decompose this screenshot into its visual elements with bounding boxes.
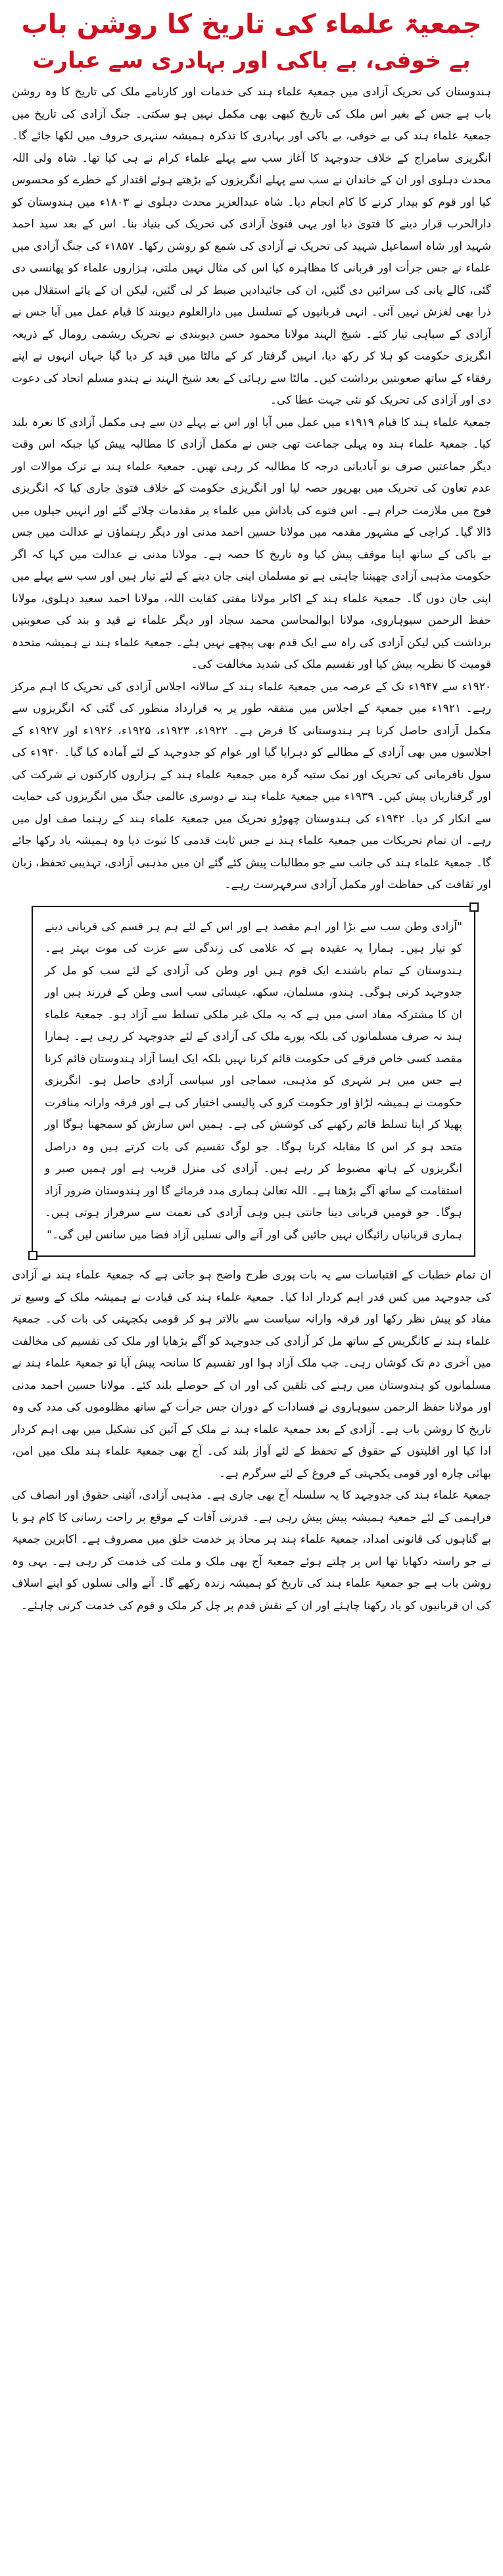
- article-title: جمعیۃ علماء کی تاریخ کا روشن باب: [21, 9, 482, 39]
- closing-section: [12, 1265, 491, 1617]
- article-paragraph: ہندوستان کی تحریک آزادی میں جمعیۃ علماء ہند کی خدمات اور کارنامے ملک کی تاریخ کا وہ روشن باب ہے جس کے بغیر اس ملک کی تاریخ کبھی بھی مکمل نہیں ہو سکتی۔ جنگ آزادی کی تاریخ میں جمعیۃ علماء ہند کی بے خوفی، بے باکی اور بہادری کا تذکرہ ہمیشہ سنہری حروف میں لکھا جائے گا۔ انگریزی سامراج کے خلاف جدوجہد کا آغاز سب سے پہلے علماء کرام نے ہی کیا تھا۔ شاہ ولی اللہ محدث دہلوی اور ان کے خاندان نے سب سے پہلے انگریزوں کے بڑھتے ہوئے اقتدار کے خطرے کو محسوس کیا اور قوم کو بیدار کرنے کا کام انجام دیا۔ شاہ عبدالعزیز محدث دہلوی نے ۱۸۰۳ء میں ہندوستان کو دارالحرب قرار دینے کا فتویٰ دیا اور یہی فتویٰ آزادی کی تحریک کی بنیاد بنا۔ اس کے بعد سید احمد شہید اور شاہ اسماعیل شہید کی تحریک نے آزادی کی شمع کو روشن رکھا۔ ۱۸۵۷ء کی جنگ آزادی میں علماء نے جس جرأت اور قربانی کا مظاہرہ کیا اس کی مثال نہیں ملتی، ہزاروں علماء کو پھانسی دی گئی، کالے پانی کی سزائیں دی گئیں، ان کی جائیدادیں ضبط کر لی گئیں، لیکن ان کے پائے استقلال میں ذرا بھی لغزش نہیں آئی۔ انہی قربانیوں کے تسلسل میں دارالعلوم دیوبند کا قیام عمل میں آیا جس نے آزادی کے سپاہی تیار کئے۔ شیخ الہند مولانا محمود حسن دیوبندی نے تحریک ریشمی رومال کے ذریعہ انگریزی حکومت کو ہلا کر رکھ دیا، انہیں گرفتار کر کے مالٹا میں قید کر دیا گیا جہاں انہوں نے اپنے رفقاء کے ساتھ صعوبتیں برداشت کیں۔ مالٹا سے رہائی کے بعد شیخ الہند نے ہندو مسلم اتحاد کی دعوت دی اور آزادی کی تحریک کو نئی جہت عطا کی۔: [12, 85, 492, 407]
- article-paragraph: جمعیۃ علماء ہند کی جدوجہد کا یہ سلسلہ آج بھی جاری ہے۔ مذہبی آزادی، آئینی حقوق اور انصاف کی فراہمی کے لئے جمعیۃ ہمیشہ پیش پیش رہی ہے۔ قدرتی آفات کے موقع پر راحت رسانی کا کام ہو یا بے گناہوں کی قانونی امداد، جمعیۃ علماء ہند ہر محاذ پر خدمت خلق میں مصروف ہے۔ اکابرین جمعیۃ نے جو راستہ دکھایا تھا اس پر چلتے ہوئے جمعیۃ آج بھی ملک و ملت کی خدمت کر رہی ہے۔ یہی وہ روشن باب ہے جو جمعیۃ علماء ہند کی تاریخ کو ہمیشہ زندہ رکھے گا۔ آنے والی نسلوں کو اپنے اسلاف کی ان قربانیوں کو یاد رکھنا چاہئے اور ان کے نقش قدم پر چل کر ملک و قوم کی خدمت کرنی چاہئے۔: [12, 1489, 491, 1612]
- article-paragraph: ان تمام خطبات کے اقتباسات سے یہ بات پوری طرح واضح ہو جاتی ہے کہ جمعیۃ علماء ہند نے آزادی کی جدوجہد میں کس قدر اہم کردار ادا کیا۔ جمعیۃ علماء ہند کی قیادت نے ہمیشہ ملک کے وسیع تر مفاد کو پیش نظر رکھا اور فرقہ وارانہ سیاست سے بالاتر ہو کر قومی یکجہتی کی بات کی۔ جمعیۃ علماء ہند نے کانگریس کے ساتھ مل کر آزادی کی جدوجہد کو آگے بڑھایا اور ملک کی تقسیم کی مخالفت میں آخری دم تک کوشاں رہی۔ جب ملک آزاد ہوا اور تقسیم کا سانحہ پیش آیا تو جمعیۃ علماء ہند نے مسلمانوں کو ہندوستان میں رہنے کی تلقین کی اور ان کے حوصلے بلند کئے۔ مولانا حسین احمد مدنی اور مولانا حفظ الرحمن سیوہاروی نے فسادات کے دوران جس جرأت کے ساتھ مظلوموں کی مدد کی وہ تاریخ کا روشن باب ہے۔ آزادی کے بعد جمعیۃ علماء ہند نے ملک کے آئین کی تشکیل میں بھی اہم کردار ادا کیا اور اقلیتوں کے حقوق کے تحفظ کے لئے آواز بلند کی۔ آج بھی جمعیۃ علماء ہند ملک میں امن، بھائی چارہ اور قومی یکجہتی کے فروغ کے لئے سرگرم ہے۔: [12, 1269, 491, 1480]
- quoted-speech-box: "آزادی وطن سب سے بڑا اور اہم مقصد ہے اور اس کے لئے ہم ہر قسم کی قربانی دینے کو تیار ہیں۔ ہمارا یہ عقیدہ ہے کہ غلامی کی زندگی سے عزت کی موت بہتر ہے۔ ہندوستان کے تمام باشندے ایک قوم ہیں اور وطن کی آزادی کے لئے سب کو مل کر جدوجہد کرنی ہوگی۔ ہندو، مسلمان، سکھ، عیسائی سب اسی وطن کے فرزند ہیں اور ان کا مشترکہ مفاد اسی میں ہے کہ یہ ملک غیر ملکی تسلط سے آزاد ہو۔ جمعیۃ علماء ہند نہ صرف مسلمانوں کی بلکہ پورے ملک کی آزادی کے لئے جدوجہد کر رہی ہے۔ ہمارا مقصد کسی خاص فرقے کی حکومت قائم کرنا نہیں بلکہ ایک ایسا آزاد ہندوستان قائم کرنا ہے جس میں ہر شہری کو مذہبی، سماجی اور سیاسی آزادی حاصل ہو۔ انگریزی حکومت نے ہمیشہ لڑاؤ اور حکومت کرو کی پالیسی اختیار کی ہے اور فرقہ وارانہ منافرت پھیلا کر اپنا تسلط قائم رکھنے کی کوشش کی ہے۔ ہمیں اس سازش کو سمجھنا ہوگا اور متحد ہو کر اس کا مقابلہ کرنا ہوگا۔ جو لوگ تقسیم کی بات کرتے ہیں وہ دراصل انگریزوں کے ہاتھ مضبوط کر رہے ہیں۔ آزادی کی منزل قریب ہے اور ہمیں صبر و استقامت کے ساتھ آگے بڑھنا ہے۔ اللہ تعالیٰ ہماری مدد فرمائے گا اور ہندوستان ضرور آزاد ہوگا۔ جو قومیں قربانی دینا جانتی ہیں وہی آزادی کی نعمت سے سرفراز ہوتی ہیں۔ ہماری قربانیاں رائیگاں نہیں جائیں گی اور آنے والی نسلیں آزاد فضا میں سانس لیں گی۔": [32, 906, 475, 1257]
- article-subtitle: بے خوفی، بے باکی اور بہادری سے عبارت: [32, 47, 471, 74]
- article-paragraph: جمعیۃ علماء ہند کا قیام ۱۹۱۹ء میں عمل میں آیا اور اس نے پہلے دن سے ہی مکمل آزادی کا نعرہ بلند کیا۔ جمعیۃ علماء ہند وہ پہلی جماعت تھی جس نے مکمل آزادی کا مطالبہ پیش کیا جبکہ اس وقت دیگر جماعتیں صرف نو آبادیاتی درجہ کا مطالبہ کر رہی تھیں۔ جمعیۃ علماء ہند نے ترک موالات اور عدم تعاون کی تحریک میں بھرپور حصہ لیا اور انگریزی حکومت کے خلاف فتویٰ جاری کیا کہ انگریزی فوج میں ملازمت حرام ہے۔ اس فتوے کی پاداش میں علماء پر مقدمات چلائے گئے اور انہیں جیلوں میں ڈالا گیا۔ کراچی کے مشہور مقدمہ میں مولانا حسین احمد مدنی اور دیگر رہنماؤں نے عدالت میں جس بے باکی کے ساتھ اپنا موقف پیش کیا وہ تاریخ کا حصہ ہے۔ مولانا مدنی نے عدالت میں کہا کہ اگر حکومت مذہبی آزادی چھیننا چاہتی ہے تو مسلمان اپنی جان دینے کے لئے تیار ہیں اور سب سے پہلے میں اپنی جان دوں گا۔ جمعیۃ علماء ہند کے اکابر مولانا مفتی کفایت اللہ، مولانا احمد سعید دہلوی، مولانا حفظ الرحمن سیوہاروی، مولانا ابوالمحاسن محمد سجاد اور دیگر علماء نے قید و بند کی صعوبتیں برداشت کیں لیکن آزادی کی راہ سے ایک قدم بھی پیچھے نہیں ہٹے۔ جمعیۃ علماء ہند نے ہمیشہ متحدہ قومیت کا نظریہ پیش کیا اور تقسیم ملک کی شدید مخالفت کی۔: [12, 415, 491, 671]
- article-paragraph: ۱۹۲۰ء سے ۱۹۴۷ء تک کے عرصہ میں جمعیۃ علماء ہند کے سالانہ اجلاس آزادی کی تحریک کا اہم مرکز رہے۔ ۱۹۲۱ء میں جمعیۃ کے اجلاس میں متفقہ طور پر یہ قرارداد منظور کی گئی کہ انگریزوں سے مکمل آزادی حاصل کرنا ہر ہندوستانی کا فرض ہے۔ ۱۹۲۲ء، ۱۹۲۳ء، ۱۹۲۵ء، ۱۹۲۶ء اور ۱۹۲۷ء کے اجلاسوں میں بھی آزادی کے مطالبے کو دہرایا گیا اور عوام کو جدوجہد کے لئے آمادہ کیا گیا۔ ۱۹۳۰ء کی سول نافرمانی کی تحریک اور نمک ستیہ گرہ میں جمعیۃ علماء ہند کے ہزاروں کارکنوں نے شرکت کی اور گرفتاریاں پیش کیں۔ ۱۹۳۹ء میں جمعیۃ علماء ہند نے دوسری عالمی جنگ میں انگریزوں کی حمایت سے انکار کر دیا۔ ۱۹۴۲ء کی ہندوستان چھوڑو تحریک میں جمعیۃ علماء ہند کے رہنما صف اول میں رہے۔ ان تمام تحریکات میں جمعیۃ علماء ہند نے جس ثابت قدمی کا ثبوت دیا وہ ہمیشہ یاد رکھا جائے گا۔ جمعیۃ علماء ہند کی جانب سے جو مطالبات پیش کئے گئے ان میں مذہبی آزادی، تہذیبی تحفظ، زبان اور ثقافت کی حفاظت اور مکمل آزادی سرفہرست رہے۔: [12, 680, 492, 891]
